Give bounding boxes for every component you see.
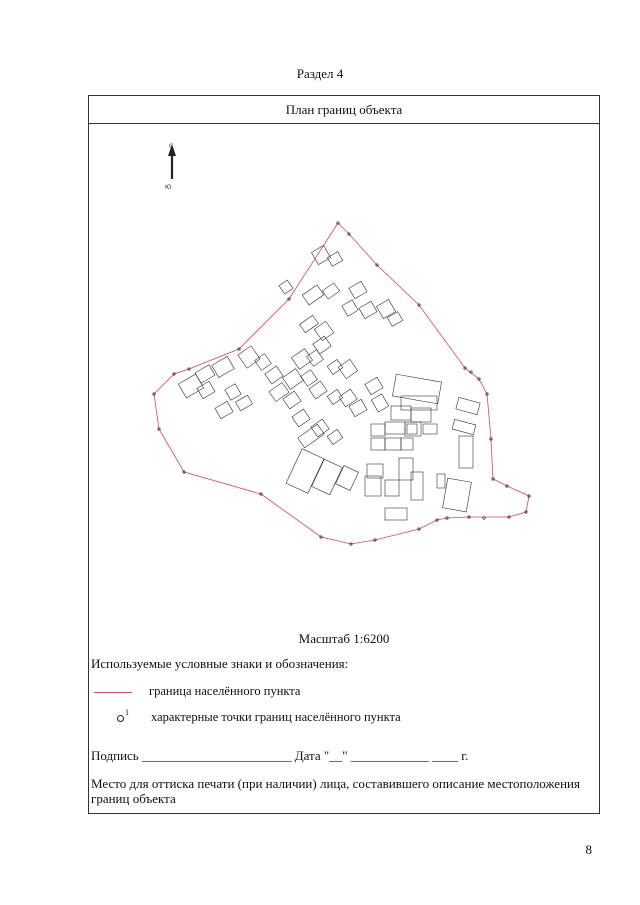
boundary-line-symbol (94, 692, 132, 693)
legend-boundary-label: граница населённого пункта (149, 684, 301, 698)
page-number: 8 (585, 842, 592, 857)
boundary-map (89, 124, 599, 624)
boundary-points (153, 222, 530, 545)
compass-south: Ю (165, 184, 172, 191)
legend-boundary-row (89, 684, 599, 700)
parcels (178, 245, 480, 520)
document-frame (88, 95, 600, 814)
scale-label: Масштаб 1:6200 (298, 631, 390, 646)
legend-title: Используемые условные знаки и обозначения: (91, 656, 349, 671)
point-symbol-sup: 1 (125, 708, 129, 717)
legend-point-row (89, 710, 599, 726)
compass-north: С (169, 143, 174, 150)
point-symbol-icon (117, 715, 124, 722)
section-title: Раздел 4 (296, 66, 344, 81)
seal-text: Место для оттиска печати (при наличии) лица, составившего описание местоположения границ объекта (91, 776, 580, 806)
frame-header: План границ объекта (89, 96, 599, 124)
north-arrow-icon (165, 143, 176, 191)
legend-point-label: характерные точки границ населённого пункта (151, 710, 401, 724)
signature-line: Подпись _______________________ Дата "__" ____________ ____ г. (91, 748, 469, 763)
